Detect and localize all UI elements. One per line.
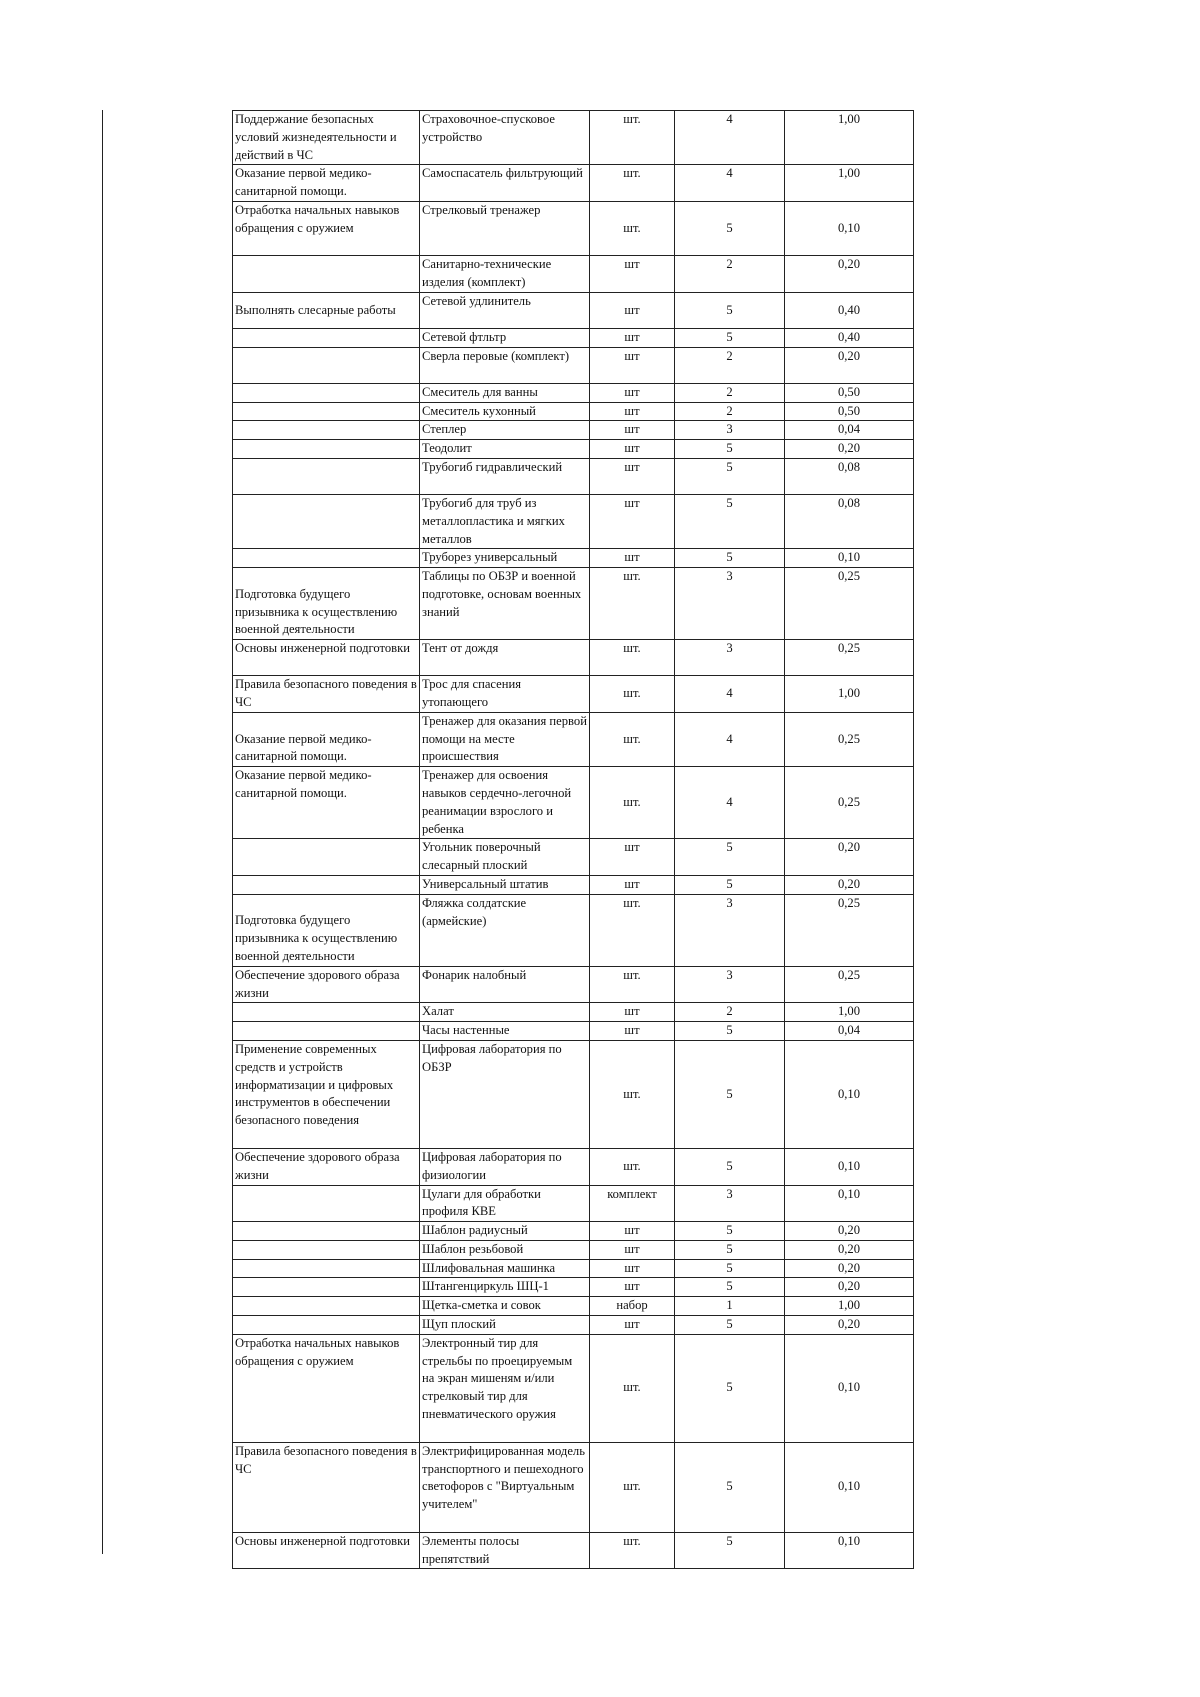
table-row [233, 966, 914, 1003]
table-row [233, 328, 914, 347]
unit-cell: шт [590, 1022, 675, 1041]
unit-cell: шт [590, 494, 675, 548]
equipment-name-cell: Щуп плоский [420, 1316, 590, 1335]
ratio-cell: 0,08 [785, 494, 914, 548]
area-cell: Подготовка будущего призывника к осуществлению военной деятельности [233, 568, 420, 640]
quantity-cell: 3 [675, 421, 785, 440]
area-cell [233, 1003, 420, 1022]
ratio-cell: 0,25 [785, 894, 914, 966]
equipment-name-cell: Универсальный штатив [420, 875, 590, 894]
quantity-cell: 4 [675, 111, 785, 165]
quantity-cell: 3 [675, 894, 785, 966]
area-cell: Правила безопасного поведения в ЧС [233, 1442, 420, 1532]
quantity-cell: 2 [675, 402, 785, 421]
table-row [233, 1185, 914, 1222]
table-row [233, 458, 914, 494]
table-row [233, 1003, 914, 1022]
quantity-cell: 5 [675, 1532, 785, 1569]
table-row [233, 111, 914, 165]
equipment-name-cell: Фонарик налобный [420, 966, 590, 1003]
quantity-cell: 4 [675, 676, 785, 713]
unit-cell: шт. [590, 165, 675, 202]
equipment-name-cell: Самоспасатель фильтрующий [420, 165, 590, 202]
equipment-name-cell: Сетевой удлинитель [420, 292, 590, 328]
equipment-name-cell: Щетка-сметка и совок [420, 1297, 590, 1316]
quantity-cell: 5 [675, 549, 785, 568]
area-cell [233, 1222, 420, 1241]
ratio-cell: 1,00 [785, 111, 914, 165]
quantity-cell: 2 [675, 255, 785, 292]
table-row [233, 383, 914, 402]
equipment-name-cell: Часы настенные [420, 1022, 590, 1041]
ratio-cell: 0,10 [785, 1532, 914, 1569]
quantity-cell: 3 [675, 966, 785, 1003]
quantity-cell: 5 [675, 839, 785, 876]
unit-cell: шт [590, 1278, 675, 1297]
equipment-name-cell: Страховочное-спусковое устройство [420, 111, 590, 165]
area-cell: Оказание первой медико-санитарной помощи. [233, 712, 420, 766]
quantity-cell: 4 [675, 165, 785, 202]
unit-cell: шт [590, 328, 675, 347]
ratio-cell: 0,10 [785, 549, 914, 568]
area-cell [233, 875, 420, 894]
table-row [233, 839, 914, 876]
equipment-name-cell: Шлифовальная машинка [420, 1259, 590, 1278]
ratio-cell: 0,50 [785, 383, 914, 402]
unit-cell: шт [590, 440, 675, 459]
unit-cell: шт [590, 458, 675, 494]
table-row [233, 640, 914, 676]
area-cell: Обеспечение здорового образа жизни [233, 966, 420, 1003]
ratio-cell: 0,20 [785, 875, 914, 894]
unit-cell: шт [590, 1259, 675, 1278]
table-row [233, 676, 914, 713]
unit-cell: шт. [590, 676, 675, 713]
area-cell [233, 1278, 420, 1297]
ratio-cell: 0,20 [785, 1278, 914, 1297]
equipment-name-cell: Элементы полосы препятствий [420, 1532, 590, 1569]
area-cell: Обеспечение здорового образа жизни [233, 1148, 420, 1185]
equipment-name-cell: Трубогиб для труб из металлопластика и мягких металлов [420, 494, 590, 548]
quantity-cell: 5 [675, 1259, 785, 1278]
area-cell: Применение современных средств и устройств информатизации и цифровых инструментов в обеспечении безопасного поведения [233, 1040, 420, 1148]
ratio-cell: 1,00 [785, 1003, 914, 1022]
table-row [233, 165, 914, 202]
unit-cell: шт. [590, 1532, 675, 1569]
equipment-name-cell: Смеситель для ванны [420, 383, 590, 402]
quantity-cell: 3 [675, 1185, 785, 1222]
ratio-cell: 0,08 [785, 458, 914, 494]
equipment-name-cell: Смеситель кухонный [420, 402, 590, 421]
unit-cell: шт [590, 421, 675, 440]
area-cell [233, 421, 420, 440]
area-cell: Подготовка будущего призывника к осуществлению военной деятельности [233, 894, 420, 966]
quantity-cell: 3 [675, 640, 785, 676]
ratio-cell: 0,10 [785, 1185, 914, 1222]
ratio-cell: 0,40 [785, 328, 914, 347]
area-cell: Отработка начальных навыков обращения с оружием [233, 1334, 420, 1442]
equipment-name-cell: Сетевой фтльтр [420, 328, 590, 347]
table-row [233, 1240, 914, 1259]
area-cell [233, 1259, 420, 1278]
ratio-cell: 0,10 [785, 201, 914, 255]
unit-cell: шт [590, 1240, 675, 1259]
quantity-cell: 4 [675, 712, 785, 766]
quantity-cell: 5 [675, 1442, 785, 1532]
table-row [233, 1040, 914, 1148]
quantity-cell: 2 [675, 1003, 785, 1022]
equipment-name-cell: Цифровая лаборатория по ОБЗР [420, 1040, 590, 1148]
equipment-name-cell: Электрифицированная модель транспортного и пешеходного светофоров с "Виртуальным учителем" [420, 1442, 590, 1532]
equipment-name-cell: Стрелковый тренажер [420, 201, 590, 255]
unit-cell: шт. [590, 1148, 675, 1185]
equipment-name-cell: Шаблон резьбовой [420, 1240, 590, 1259]
quantity-cell: 4 [675, 767, 785, 839]
ratio-cell: 0,25 [785, 966, 914, 1003]
table-row [233, 875, 914, 894]
area-cell [233, 1316, 420, 1335]
table-row [233, 549, 914, 568]
area-cell [233, 494, 420, 548]
area-cell [233, 1185, 420, 1222]
area-cell: Поддержание безопасных условий жизнедеятельности и действий в ЧС [233, 111, 420, 165]
left-margin-line [102, 110, 103, 1554]
table-row [233, 1442, 914, 1532]
equipment-name-cell: Теодолит [420, 440, 590, 459]
table-row [233, 1278, 914, 1297]
ratio-cell: 0,20 [785, 1222, 914, 1241]
ratio-cell: 0,20 [785, 347, 914, 383]
area-cell [233, 839, 420, 876]
area-cell [233, 347, 420, 383]
equipment-name-cell: Халат [420, 1003, 590, 1022]
quantity-cell: 5 [675, 1148, 785, 1185]
area-cell: Основы инженерной подготовки [233, 1532, 420, 1569]
unit-cell: шт. [590, 894, 675, 966]
area-cell [233, 1240, 420, 1259]
unit-cell: шт [590, 1003, 675, 1022]
equipment-name-cell: Шаблон радиусный [420, 1222, 590, 1241]
unit-cell: шт [590, 383, 675, 402]
quantity-cell: 5 [675, 328, 785, 347]
equipment-name-cell: Штангенциркуль ШЦ-1 [420, 1278, 590, 1297]
unit-cell: шт [590, 255, 675, 292]
area-cell: Основы инженерной подготовки [233, 640, 420, 676]
table-row [233, 1259, 914, 1278]
ratio-cell: 0,25 [785, 767, 914, 839]
equipment-name-cell: Трос для спасения утопающего [420, 676, 590, 713]
ratio-cell: 0,20 [785, 839, 914, 876]
ratio-cell: 0,04 [785, 1022, 914, 1041]
unit-cell: шт [590, 347, 675, 383]
quantity-cell: 5 [675, 494, 785, 548]
area-cell [233, 1022, 420, 1041]
table-row [233, 292, 914, 328]
equipment-name-cell: Тент от дождя [420, 640, 590, 676]
equipment-name-cell: Электронный тир для стрельбы по проецируемым на экран мишеням и/или стрелковый тир для пневматического оружия [420, 1334, 590, 1442]
ratio-cell: 0,04 [785, 421, 914, 440]
area-cell: Правила безопасного поведения в ЧС [233, 676, 420, 713]
quantity-cell: 5 [675, 1334, 785, 1442]
unit-cell: набор [590, 1297, 675, 1316]
table-row [233, 894, 914, 966]
area-cell [233, 1297, 420, 1316]
unit-cell: комплект [590, 1185, 675, 1222]
area-cell [233, 458, 420, 494]
unit-cell: шт [590, 1316, 675, 1335]
equipment-table [232, 110, 914, 1569]
unit-cell: шт [590, 549, 675, 568]
unit-cell: шт. [590, 1334, 675, 1442]
area-cell [233, 549, 420, 568]
quantity-cell: 5 [675, 458, 785, 494]
equipment-name-cell: Фляжка солдатские (армейские) [420, 894, 590, 966]
unit-cell: шт. [590, 568, 675, 640]
table-row [233, 712, 914, 766]
ratio-cell: 0,20 [785, 1316, 914, 1335]
ratio-cell: 0,25 [785, 712, 914, 766]
equipment-name-cell: Труборез универсальный [420, 549, 590, 568]
quantity-cell: 5 [675, 875, 785, 894]
ratio-cell: 1,00 [785, 676, 914, 713]
quantity-cell: 5 [675, 440, 785, 459]
ratio-cell: 1,00 [785, 165, 914, 202]
table-row [233, 440, 914, 459]
quantity-cell: 5 [675, 1040, 785, 1148]
equipment-name-cell: Сверла перовые (комплект) [420, 347, 590, 383]
table-row [233, 1316, 914, 1335]
equipment-name-cell: Степлер [420, 421, 590, 440]
table-row [233, 568, 914, 640]
table-row [233, 1148, 914, 1185]
unit-cell: шт [590, 875, 675, 894]
unit-cell: шт. [590, 712, 675, 766]
table-row [233, 1334, 914, 1442]
table-row [233, 494, 914, 548]
unit-cell: шт. [590, 201, 675, 255]
area-cell: Оказание первой медико-санитарной помощи. [233, 767, 420, 839]
quantity-cell: 2 [675, 383, 785, 402]
quantity-cell: 5 [675, 1316, 785, 1335]
unit-cell: шт. [590, 111, 675, 165]
unit-cell: шт. [590, 1040, 675, 1148]
table-row [233, 201, 914, 255]
table-row [233, 421, 914, 440]
ratio-cell: 0,10 [785, 1148, 914, 1185]
ratio-cell: 0,10 [785, 1040, 914, 1148]
table-row [233, 255, 914, 292]
area-cell [233, 255, 420, 292]
quantity-cell: 1 [675, 1297, 785, 1316]
ratio-cell: 0,50 [785, 402, 914, 421]
table-row [233, 767, 914, 839]
unit-cell: шт [590, 839, 675, 876]
area-cell [233, 402, 420, 421]
quantity-cell: 5 [675, 1022, 785, 1041]
ratio-cell: 0,25 [785, 640, 914, 676]
area-cell: Отработка начальных навыков обращения с оружием [233, 201, 420, 255]
equipment-name-cell: Цифровая лаборатория по физиологии [420, 1148, 590, 1185]
equipment-table-body [233, 111, 914, 1569]
equipment-name-cell: Тренажер для освоения навыков сердечно-легочной реанимации взрослого и ребенка [420, 767, 590, 839]
quantity-cell: 5 [675, 292, 785, 328]
area-cell [233, 328, 420, 347]
table-row [233, 1022, 914, 1041]
quantity-cell: 5 [675, 1240, 785, 1259]
area-cell [233, 440, 420, 459]
unit-cell: шт [590, 1222, 675, 1241]
equipment-name-cell: Таблицы по ОБЗР и военной подготовке, основам военных знаний [420, 568, 590, 640]
ratio-cell: 0,10 [785, 1334, 914, 1442]
table-row [233, 347, 914, 383]
equipment-name-cell: Тренажер для оказания первой помощи на месте происшествия [420, 712, 590, 766]
ratio-cell: 0,25 [785, 568, 914, 640]
quantity-cell: 5 [675, 201, 785, 255]
area-cell [233, 383, 420, 402]
table-row [233, 1532, 914, 1569]
ratio-cell: 0,10 [785, 1442, 914, 1532]
equipment-name-cell: Цулаги для обработки профиля КВЕ [420, 1185, 590, 1222]
unit-cell: шт. [590, 767, 675, 839]
unit-cell: шт [590, 402, 675, 421]
quantity-cell: 5 [675, 1222, 785, 1241]
table-row [233, 1297, 914, 1316]
unit-cell: шт. [590, 1442, 675, 1532]
ratio-cell: 0,20 [785, 440, 914, 459]
equipment-name-cell: Угольник поверочный слесарный плоский [420, 839, 590, 876]
ratio-cell: 0,40 [785, 292, 914, 328]
ratio-cell: 0,20 [785, 255, 914, 292]
unit-cell: шт [590, 292, 675, 328]
area-cell: Оказание первой медико-санитарной помощи. [233, 165, 420, 202]
equipment-name-cell: Санитарно-технические изделия (комплект) [420, 255, 590, 292]
area-cell: Выполнять слесарные работы [233, 292, 420, 328]
quantity-cell: 2 [675, 347, 785, 383]
unit-cell: шт. [590, 640, 675, 676]
unit-cell: шт. [590, 966, 675, 1003]
table-row [233, 1222, 914, 1241]
equipment-name-cell: Трубогиб гидравлический [420, 458, 590, 494]
ratio-cell: 0,20 [785, 1240, 914, 1259]
ratio-cell: 1,00 [785, 1297, 914, 1316]
ratio-cell: 0,20 [785, 1259, 914, 1278]
quantity-cell: 5 [675, 1278, 785, 1297]
table-row [233, 402, 914, 421]
quantity-cell: 3 [675, 568, 785, 640]
